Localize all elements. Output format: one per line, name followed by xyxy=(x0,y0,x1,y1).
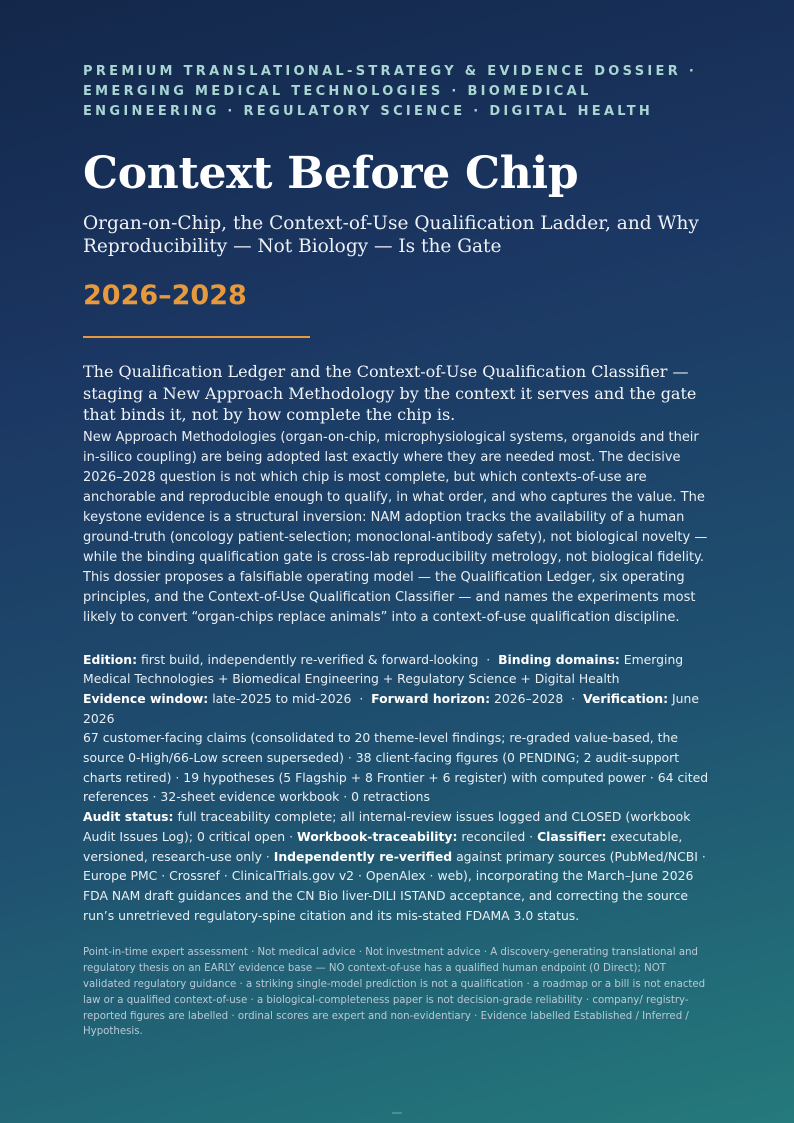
reverified-label: Independently re-verified xyxy=(273,848,453,864)
verification-value: June 2026 xyxy=(83,690,699,726)
audit-label: Audit status: xyxy=(83,809,174,825)
horizon-value: 2026–2028 xyxy=(494,690,564,706)
audit-value: full traceability complete; all internal-review issues logged and CLOSED (workbook Audit Issues Log); 0 critical open · xyxy=(83,809,691,844)
page-footer-mark xyxy=(392,1112,402,1114)
domains-value: Emerging Medical Technologies + Biomedical Engineering + Regulatory Science + Digital Health xyxy=(83,651,684,687)
document-title: Context Before Chip xyxy=(83,148,579,199)
edition-label: Edition: xyxy=(83,651,138,667)
traceability-value: reconciled · xyxy=(461,828,534,844)
window-value: late-2025 to mid-2026 xyxy=(212,690,352,706)
horizon-label: Forward horizon: xyxy=(371,690,491,706)
meta-line-audit xyxy=(83,807,711,925)
abstract-paragraph: New Approach Methodologies (organ-on-chip, microphysiological systems, organoids and their in-silico coupling) are being adopted last exactly where they are needed most. The decisive 2026–2028 question is not which chip is most complete, but which contexts-of-use are anchorable and reproducible enough to qualify, in what order, and who captures the value. The keystone evidence is a structural inversion: NAM adoption tracks the availability of a human ground-truth (oncology patient-selection; monoclonal-antibody safety), not biological novelty — while the binding qualification gate is cross-lab reproducibility metrology, not biological fidelity. This dossier proposes a falsifiable operating model — the Qualification Ledger, six operating principles, and the Context-of-Use Qualification Classifier — and names the experiments most likely to convert “organ-chips replace animals” into a context-of-use qualification discipline. xyxy=(83,429,708,625)
meta-line-window xyxy=(83,689,711,728)
classifier-value: executable, versioned, research-use only · xyxy=(83,828,683,864)
cover-page xyxy=(83,62,711,1040)
meta-line-edition xyxy=(83,650,711,689)
traceability-label: Workbook-traceability: xyxy=(296,828,458,844)
reverified-value: against primary sources (PubMed/NCBI · Europe PMC · Crossref · ClinicalTrials.gov v2 · OpenAlex · web), incorporating the March–June 2026 FDA NAM draft guidances and the CN Bio liver-DILI ISTAND acceptance, and correcting the source run’s unretrieved regulatory-spine citation and its mis-stated FDAMA 3.0 status. xyxy=(83,848,706,923)
domains-label: Binding domains: xyxy=(498,651,620,667)
accent-divider xyxy=(83,336,310,338)
kicker-line: PREMIUM TRANSLATIONAL-STRATEGY & EVIDENCE DOSSIER · EMERGING MEDICAL TECHNOLOGIES · BIOMEDICAL ENGINEERING · REGULATORY SCIENCE · DIGITAL HEALTH xyxy=(83,64,698,119)
classifier-label: Classifier: xyxy=(537,828,607,844)
separator: · xyxy=(571,690,576,706)
meta-counts: 67 customer-facing claims (consolidated to 20 theme-level findings; re-graded value-based, the source 0-High/66-Low screen superseded) · 38 client-facing figures (0 PENDING; 2 audit-support charts retired) · 19 hypotheses (5 Flagship + 8 Frontier + 6 register) with computed power · 64 cited references · 32-sheet evidence workbook · 0 retractions xyxy=(83,730,709,805)
separator: · xyxy=(486,651,491,667)
lead-paragraph: The Qualification Ledger and the Context-of-Use Qualification Classifier — staging a New Approach Methodology by the context it serves and the gate that binds it, not by how complete the chip is. xyxy=(83,362,697,424)
disclaimer-note: Point-in-time expert assessment · Not medical advice · Not investment advice · A discovery-generating translational and regulatory thesis on an EARLY evidence base — NO context-of-use has a qualified human endpoint (0 Direct); NOT validated regulatory guidance · a striking single-model prediction is not a qualification · a roadmap or a bill is not enacted law or a qualified context-of-use · a biological-completeness paper is not decision-grade reliability · company/ registry-reported figures are labelled · ordinal scores are expert and non-evidentiary · Evidence labelled Established / Inferred / Hypothesis. xyxy=(83,947,706,1038)
separator: · xyxy=(359,690,364,706)
year-range: 2026–2028 xyxy=(83,280,247,311)
edition-value: first build, independently re-verified & forward-looking xyxy=(141,651,479,667)
window-label: Evidence window: xyxy=(83,690,209,706)
document-subtitle: Organ-on-Chip, the Context-of-Use Qualification Ladder, and Why Reproducibility — Not Biology — Is the Gate xyxy=(83,213,699,257)
metadata-block xyxy=(83,650,711,926)
verification-label: Verification: xyxy=(583,690,669,706)
